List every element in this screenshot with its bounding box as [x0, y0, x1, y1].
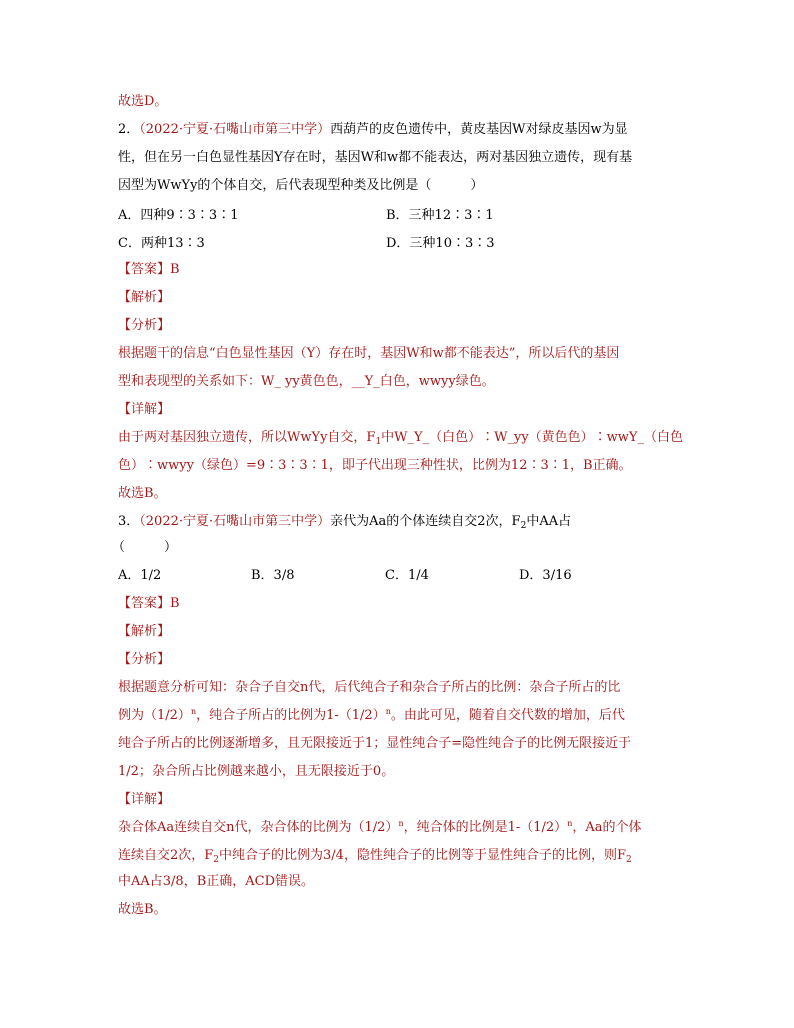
q2-stem-line1	[118, 120, 628, 140]
q2-stem-text1: 西葫芦的皮色遗传中，黄皮基因W对绿皮基因w为显	[330, 122, 628, 137]
q2-fenxi-label: 【分析】	[118, 318, 171, 333]
q2-detail-line2: 色）∶wwyy（绿色）=9∶3∶3∶1，即子代出现三种性状，比例为12∶3∶1，B正确。	[118, 458, 632, 473]
q2-fenxi-line2: 型和表现型的关系如下：W_ yy黄色色，__Y_白色，wwyy绿色。	[118, 374, 495, 389]
q2-detail-label: 【详解】	[118, 402, 171, 417]
q3-option-d[interactable]: D．3/16	[519, 568, 572, 583]
q3-detail-text1a: 杂合体Aa连续自交n代，杂合体的比例为（1/2）	[118, 820, 399, 835]
q2-detail-text1a: 由于两对基因独立遗传，所以WwYy自交，F	[118, 430, 376, 445]
q2-option-a[interactable]: A．四种9∶3∶3∶1	[118, 208, 239, 223]
q2-analysis-label: 【解析】	[118, 290, 171, 305]
q3-stem-text-b: 中AA占	[526, 514, 572, 529]
q3-detail-label: 【详解】	[118, 792, 171, 807]
q2-detail-sub1: 1	[375, 437, 382, 447]
q3-fenxi-line4: 1/2；杂合所占比例越来越小，且无限接近于0。	[118, 764, 395, 779]
q2-number: 2．	[118, 122, 140, 137]
q2-stem-line2: 性，但在另一白色显性基因Y存在时，基因W和w都不能表达，两对基因独立遗传，现有基	[118, 150, 633, 165]
q3-analysis-label: 【解析】	[118, 624, 171, 639]
q3-conclusion: 故选B。	[118, 902, 167, 917]
q3-option-a[interactable]: A．1/2	[118, 568, 162, 583]
q3-detail-sup2: n	[567, 819, 573, 828]
q1-conclusion: 故选D。	[118, 94, 168, 109]
q3-detail-line3: 中AA占3/8，B正确，ACD错误。	[118, 874, 315, 889]
q2-answer: 【答案】B	[118, 262, 180, 277]
q3-detail-text2b: 中纯合子的比例为3/4，隐性纯合子的比例等于显性纯合子的比例，则F	[219, 848, 626, 863]
q3-stem-text-a: 亲代为Aa的个体连续自交2次，F	[330, 514, 521, 529]
q3-fenxi-text2a: 例为（1/2）	[118, 708, 191, 723]
q2-option-d[interactable]: D．三种10∶3∶3	[386, 236, 495, 251]
q2-stem-line3: 因型为WwYy的个体自交，后代表现型种类及比例是（ ）	[118, 178, 484, 193]
q3-detail-text2a: 连续自交2次，F	[118, 848, 214, 863]
q3-fenxi-line3: 纯合子所占的比例逐渐增多，且无限接近于1；显性纯合子=隐性纯合子的比例无限接近于	[118, 736, 632, 751]
q3-option-c[interactable]: C．1/4	[385, 568, 429, 583]
q3-fenxi-line2	[118, 706, 625, 727]
q3-answer: 【答案】B	[118, 596, 180, 611]
q3-option-b[interactable]: B．3/8	[251, 568, 295, 583]
q3-detail-text1b: ，纯合体的比例是1-（1/2）	[403, 820, 568, 835]
q3-fenxi-text2c: 。由此可见，随着自交代数的增加，后代	[390, 708, 625, 723]
q3-fenxi-line1: 根据题意分析可知：杂合子自交n代，后代纯合子和杂合子所占的比例：杂合子所占的比	[118, 680, 621, 695]
q3-detail-text1c: ，Aa的个体	[572, 820, 642, 835]
q3-detail-line1	[118, 818, 641, 839]
q3-detail-line2	[118, 846, 632, 867]
q3-fenxi-sup1: n	[190, 707, 197, 716]
q2-option-c[interactable]: C．两种13∶3	[118, 236, 205, 251]
q3-detail-sub1: 2	[213, 855, 220, 865]
q3-fenxi-sup2: n	[385, 707, 391, 716]
q3-fenxi-text2b: ，纯合子所占的比例为1-（1/2）	[196, 708, 386, 723]
q2-source: （2022·宁夏·石嘴山市第三中学）	[139, 122, 331, 137]
q3-fenxi-label: 【分析】	[118, 652, 171, 667]
q3-detail-sup1: n	[398, 819, 404, 828]
q3-source: （2022·宁夏·石嘴山市第三中学）	[139, 514, 331, 529]
q2-detail-line1	[118, 428, 683, 449]
q3-number: 3．	[118, 514, 140, 529]
q2-detail-text1b: 中W_Y_（白色）∶W_yy（黄色色）∶wwY_（白色	[381, 430, 684, 445]
q2-conclusion: 故选B。	[118, 486, 167, 501]
q3-stem-sub: 2	[520, 521, 527, 531]
q3-detail-sub2: 2	[625, 855, 632, 865]
q2-fenxi-line1: 根据题干的信息“白色显性基因（Y）存在时，基因W和w都不能表达”，所以后代的基因	[118, 346, 620, 361]
q2-option-b[interactable]: B．三种12∶3∶1	[386, 208, 494, 223]
q3-stem-line2: （ ）	[112, 540, 178, 555]
q3-stem-line1	[118, 512, 571, 533]
